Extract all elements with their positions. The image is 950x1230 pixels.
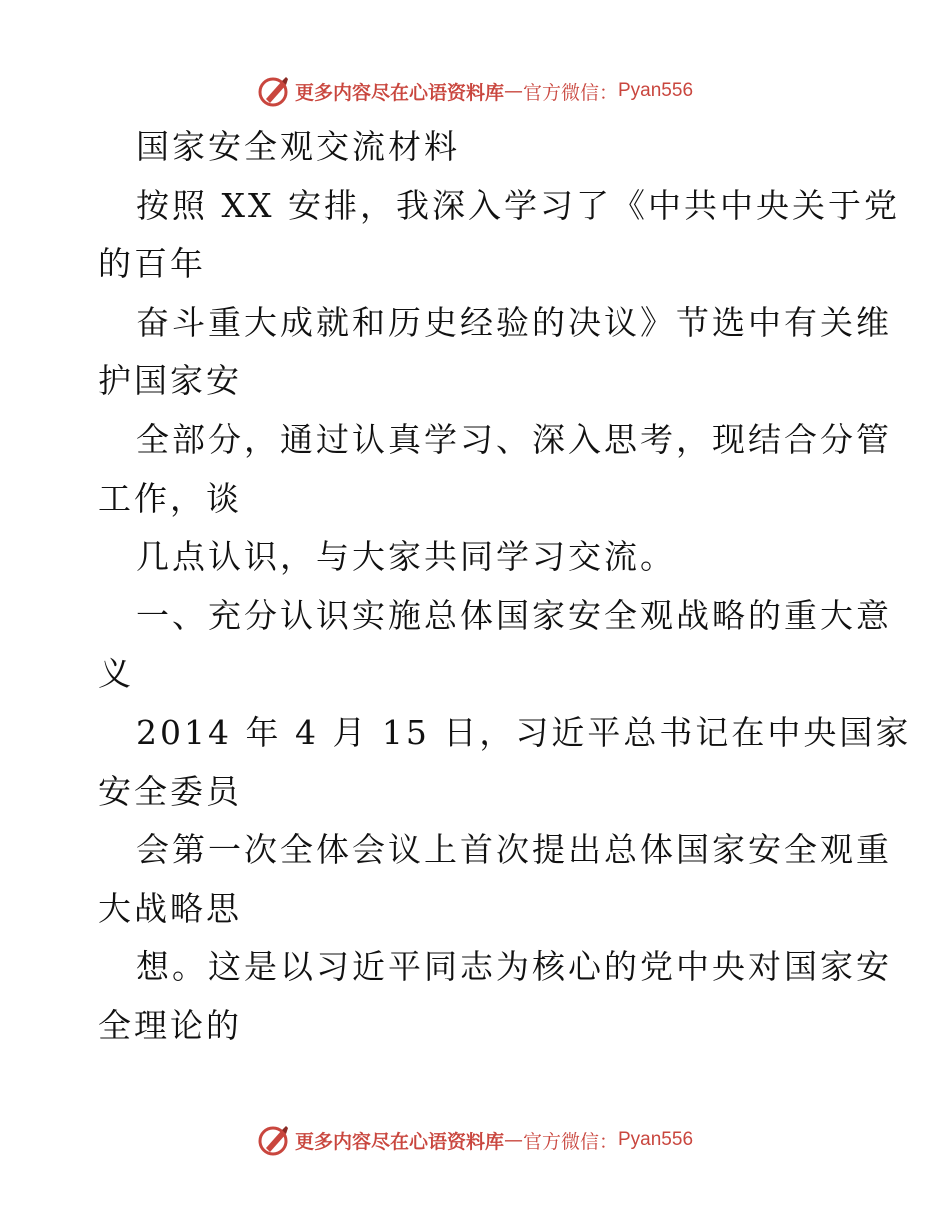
footer-banner <box>0 1120 950 1160</box>
text-line: 2014 年 4 月 15 日，习近平总书记在中央国家 <box>136 712 912 752</box>
text-line: 几点认识，与大家共同学习交流。 <box>136 537 676 577</box>
banner-wechat-id: Pyan556 <box>618 80 694 101</box>
header-banner <box>0 71 950 111</box>
banner-brand: 更多内容尽在心语资料库 <box>294 81 504 104</box>
text-line: 的百年 <box>98 244 206 284</box>
banner-wechat-label: 官方微信： <box>522 81 618 104</box>
section-heading-cont: 义 <box>98 654 134 694</box>
banner-wechat-label: 官方微信： <box>522 1130 618 1153</box>
document-title: 国家安全观交流材料 <box>136 127 460 166</box>
banner-dash: — <box>503 1129 523 1151</box>
text-line: 想。这是以习近平同志为核心的党中央对国家安 <box>136 947 892 987</box>
pen-logo-icon <box>257 74 291 108</box>
banner-wechat-id: Pyan556 <box>618 1129 694 1150</box>
pen-logo-icon <box>257 1123 291 1157</box>
text-line: 全理论的 <box>98 1005 242 1045</box>
text-line: 全部分，通过认真学习、深入思考，现结合分管 <box>136 419 892 459</box>
text-line: 奋斗重大成就和历史经验的决议》节选中有关维 <box>136 302 892 342</box>
banner-brand: 更多内容尽在心语资料库 <box>294 1130 504 1153</box>
text-line: 工作，谈 <box>98 478 242 518</box>
text-line: 会第一次全体会议上首次提出总体国家安全观重 <box>136 830 892 870</box>
text-line: 安全委员 <box>98 771 242 811</box>
text-line: 护国家安 <box>98 361 242 401</box>
document-body <box>98 118 912 1056</box>
section-heading: 一、充分认识实施总体国家安全观战略的重大意 <box>136 595 892 635</box>
banner-dash: — <box>503 80 523 102</box>
text-line: 大战略思 <box>98 888 242 928</box>
text-line: 按照 XX 安排，我深入学习了《中共中央关于党 <box>136 185 900 225</box>
